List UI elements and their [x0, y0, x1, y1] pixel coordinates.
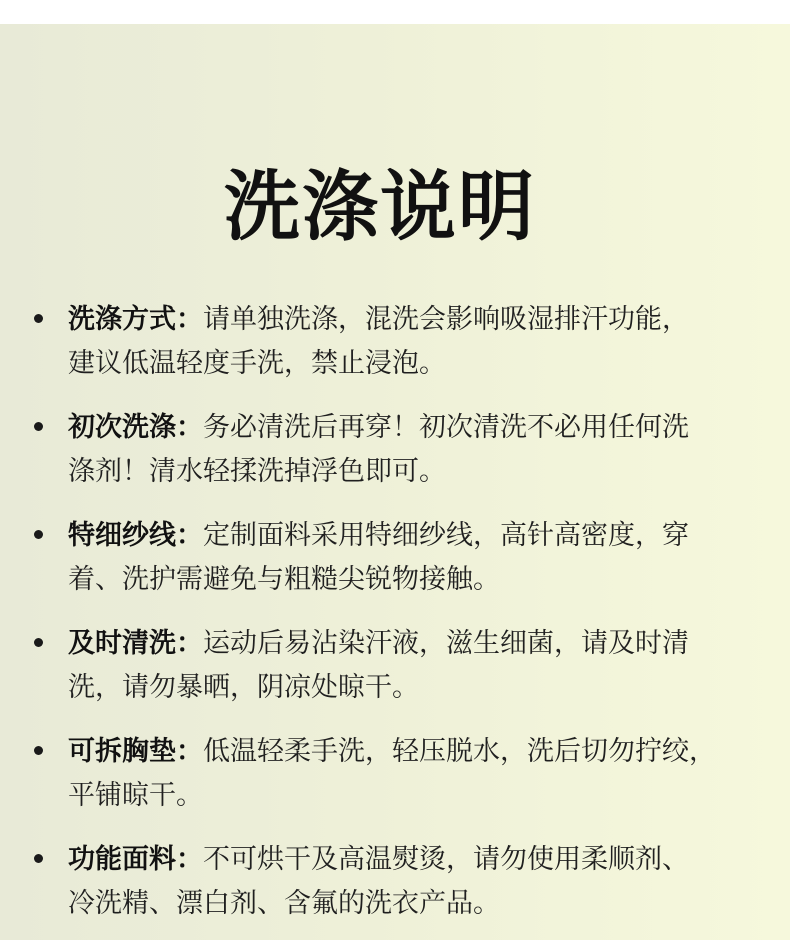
item-separator: ：: [176, 304, 203, 335]
item-description-line-1: 运动后易沾染汗液，滋生细菌，请及时清: [203, 628, 689, 659]
care-instructions-page: [0, 24, 790, 940]
bullet-icon: [34, 422, 43, 431]
item-label: 功能面料: [68, 844, 176, 875]
item-description-line-1: 请单独洗涤，混洗会影响吸湿排汗功能，: [203, 304, 689, 335]
list-item-functional-fabric: [0, 838, 790, 946]
care-instruction-list: [0, 298, 790, 946]
item-description-line-2: 着、洗护需避免与粗糙尖锐物接触。: [68, 564, 500, 595]
item-description-line-1: 务必清洗后再穿！初次清洗不必用任何洗: [203, 412, 689, 443]
list-item-fine-yarn: [0, 514, 790, 622]
item-label: 初次洗涤: [68, 412, 176, 443]
list-item-text: [68, 406, 768, 494]
item-label: 洗涤方式: [68, 304, 176, 335]
list-item-first-wash: [0, 406, 790, 514]
item-separator: ：: [176, 520, 203, 551]
item-separator: ：: [176, 412, 203, 443]
item-description-line-2: 冷洗精、漂白剂、含氟的洗衣产品。: [68, 888, 500, 919]
item-label: 及时清洗: [68, 628, 176, 659]
list-item-text: [68, 838, 768, 926]
bullet-icon: [34, 530, 43, 539]
item-label: 特细纱线: [68, 520, 176, 551]
item-description-line-2: 洗，请勿暴晒，阴凉处晾干。: [68, 672, 419, 703]
item-separator: ：: [176, 628, 203, 659]
item-separator: ：: [176, 844, 203, 875]
list-item-washing-method: [0, 298, 790, 406]
list-item-text: [68, 298, 768, 386]
bullet-icon: [34, 314, 43, 323]
list-item-text: [68, 622, 768, 710]
bullet-icon: [34, 746, 43, 755]
item-description-line-2: 建议低温轻度手洗，禁止浸泡。: [68, 348, 446, 379]
list-item-text: [68, 514, 768, 602]
item-separator: ：: [176, 736, 203, 767]
item-description-line-1: 不可烘干及高温熨烫，请勿使用柔顺剂、: [203, 844, 689, 875]
item-description-line-1: 低温轻柔手洗，轻压脱水，洗后切勿拧绞，: [203, 736, 716, 767]
item-label: 可拆胸垫: [68, 736, 176, 767]
bullet-icon: [34, 854, 43, 863]
bullet-icon: [34, 638, 43, 647]
list-item-text: [68, 730, 768, 818]
page-title: 洗涤说明: [224, 162, 536, 251]
item-description-line-1: 定制面料采用特细纱线，高针高密度，穿: [203, 520, 689, 551]
item-description-line-2: 涤剂！清水轻揉洗掉浮色即可。: [68, 456, 446, 487]
item-description-line-2: 平铺晾干。: [68, 780, 203, 811]
list-item-removable-pads: [0, 730, 790, 838]
list-item-timely-wash: [0, 622, 790, 730]
